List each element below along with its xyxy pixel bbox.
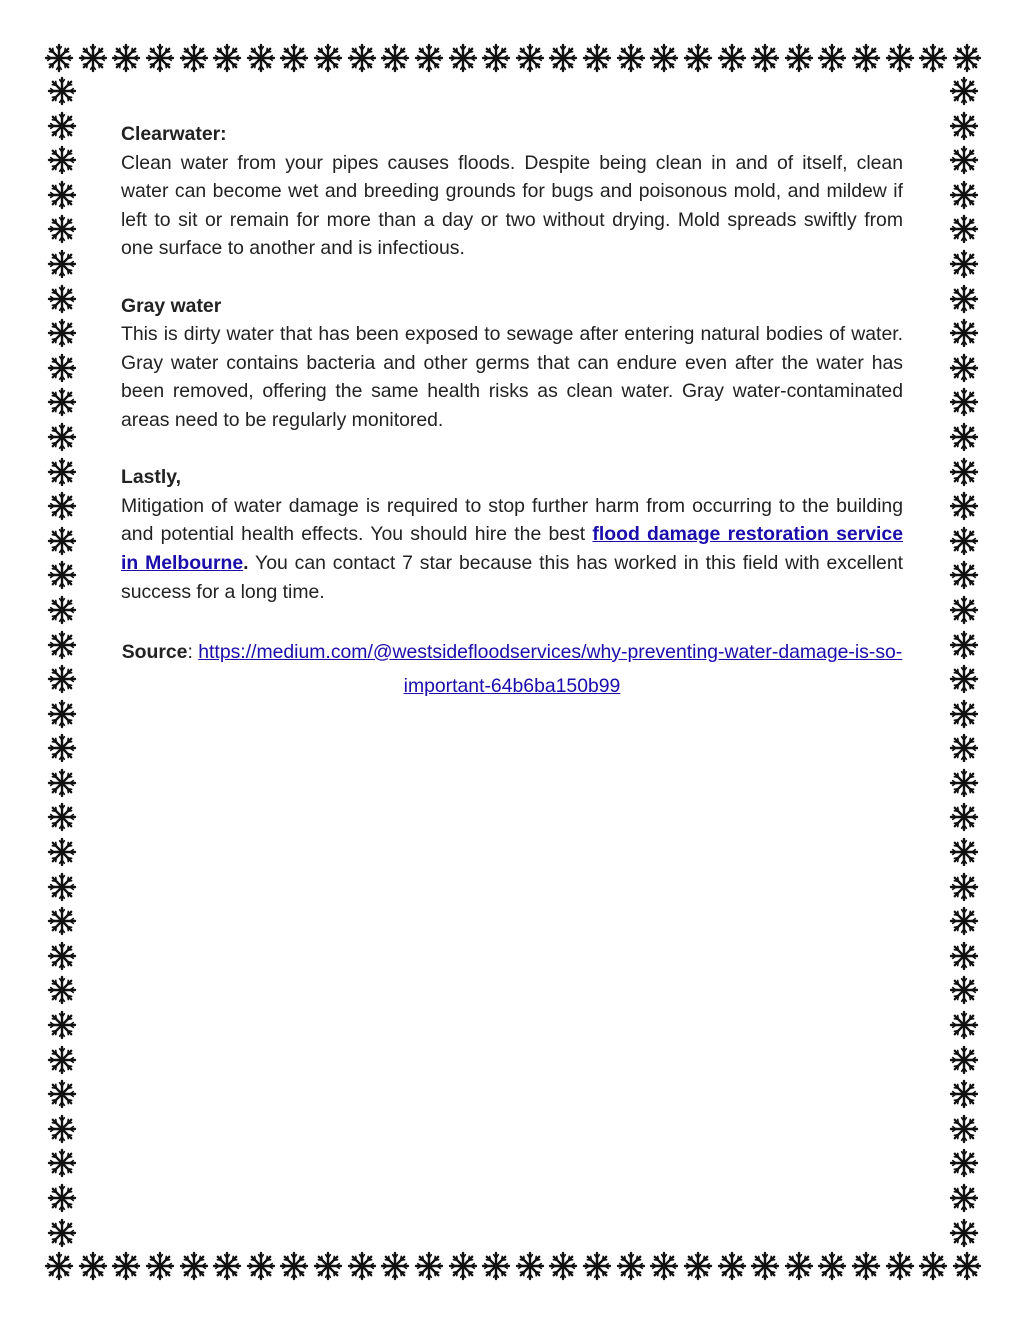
asterisk-flower-icon [949,1045,979,1075]
asterisk-flower-icon [949,318,979,348]
asterisk-flower-icon [47,457,77,487]
asterisk-flower-icon [949,975,979,1005]
asterisk-flower-icon [515,1251,545,1281]
asterisk-flower-icon [47,1218,77,1248]
asterisk-flower-icon [717,1251,747,1281]
asterisk-flower-icon [44,43,74,73]
asterisk-flower-icon [952,1251,982,1281]
section-paragraph: Clean water from your pipes causes floods. Despite being clean in and of itself, clean water can become wet and breeding grounds for bugs and poisonous mold, and mildew if left to sit or remain for more than a day or two without drying. Mold spreads swiftly from one surface to another and is infectious. [121,151,903,260]
asterisk-flower-icon [179,43,209,73]
asterisk-flower-icon [47,768,77,798]
asterisk-flower-icon [47,353,77,383]
asterisk-flower-icon [47,526,77,556]
asterisk-flower-icon [212,1251,242,1281]
asterisk-flower-icon [414,43,444,73]
asterisk-flower-icon [481,1251,511,1281]
paragraph-text-before-link: Mitigation of water damage is required to stop further harm from occurring to the building and potential health effects. You should hire the best [121,494,903,546]
asterisk-flower-icon [47,975,77,1005]
asterisk-flower-icon [616,1251,646,1281]
section-heading: Clearwater: [121,123,227,145]
asterisk-flower-icon [949,284,979,314]
asterisk-flower-icon [47,941,77,971]
asterisk-flower-icon [548,43,578,73]
border-right-column [946,76,982,1248]
asterisk-flower-icon [414,1251,444,1281]
asterisk-flower-icon [949,1148,979,1178]
asterisk-flower-icon [949,249,979,279]
asterisk-flower-icon [949,214,979,244]
asterisk-flower-icon [949,560,979,590]
asterisk-flower-icon [949,733,979,763]
asterisk-flower-icon [949,422,979,452]
asterisk-flower-icon [212,43,242,73]
asterisk-flower-icon [347,1251,377,1281]
asterisk-flower-icon [717,43,747,73]
asterisk-flower-icon [949,526,979,556]
asterisk-flower-icon [47,1148,77,1178]
asterisk-flower-icon [380,43,410,73]
asterisk-flower-icon [47,699,77,729]
asterisk-flower-icon [246,1251,276,1281]
asterisk-flower-icon [145,43,175,73]
asterisk-flower-icon [949,1010,979,1040]
asterisk-flower-icon [949,457,979,487]
flood-damage-restoration-link[interactable]: flood damage restoration service in Melbourne [121,523,903,574]
asterisk-flower-icon [111,1251,141,1281]
asterisk-flower-icon [949,872,979,902]
border-top-row [44,40,982,76]
asterisk-flower-icon [47,145,77,175]
asterisk-flower-icon [515,43,545,73]
asterisk-flower-icon [47,837,77,867]
source-url-link[interactable]: https://medium.com/@westsidefloodservices/why-preventing-water-damage-is-so-important-64b6ba150b99 [198,640,903,697]
asterisk-flower-icon [683,1251,713,1281]
asterisk-flower-icon [47,111,77,141]
asterisk-flower-icon [347,43,377,73]
asterisk-flower-icon [949,76,979,106]
asterisk-flower-icon [313,1251,343,1281]
asterisk-flower-icon [949,1183,979,1213]
asterisk-flower-icon [47,76,77,106]
asterisk-flower-icon [949,353,979,383]
asterisk-flower-icon [949,387,979,417]
paragraph-text-after-link: You can contact 7 star because this has worked in this field with excellent success for a long time. [121,551,904,603]
asterisk-flower-icon [683,43,713,73]
asterisk-flower-icon [949,802,979,832]
asterisk-flower-icon [885,43,915,73]
asterisk-flower-icon [949,1114,979,1144]
asterisk-flower-icon [279,1251,309,1281]
section-paragraph: This is dirty water that has been exposed to sewage after entering natural bodies of water. Gray water contains bacteria and other germs that can endure even after the water has been removed, offering the same health risks as clean water. Gray water-contaminated areas need to be regularly monitored. [121,323,903,431]
asterisk-flower-icon [47,906,77,936]
asterisk-flower-icon [145,1251,175,1281]
asterisk-flower-icon [750,43,780,73]
asterisk-flower-icon [949,699,979,729]
asterisk-flower-icon [582,43,612,73]
asterisk-flower-icon [918,1251,948,1281]
asterisk-flower-icon [380,1251,410,1281]
asterisk-flower-icon [111,43,141,73]
asterisk-flower-icon [47,733,77,763]
asterisk-flower-icon [47,1045,77,1075]
source-label: Source [121,640,188,663]
asterisk-flower-icon [47,180,77,210]
asterisk-flower-icon [616,43,646,73]
asterisk-flower-icon [47,872,77,902]
asterisk-flower-icon [47,802,77,832]
asterisk-flower-icon [949,630,979,660]
document-body [121,120,903,703]
asterisk-flower-icon [949,837,979,867]
section-heading: Gray water [121,294,222,317]
asterisk-flower-icon [47,284,77,314]
source-separator: : [187,640,199,663]
asterisk-flower-icon [47,664,77,694]
asterisk-flower-icon [47,214,77,244]
asterisk-flower-icon [784,43,814,73]
link-trailing-period: . [243,551,249,574]
asterisk-flower-icon [47,387,77,417]
asterisk-flower-icon [949,664,979,694]
asterisk-flower-icon [47,595,77,625]
asterisk-flower-icon [448,1251,478,1281]
asterisk-flower-icon [918,43,948,73]
asterisk-flower-icon [885,1251,915,1281]
asterisk-flower-icon [47,1079,77,1109]
asterisk-flower-icon [78,43,108,73]
asterisk-flower-icon [47,318,77,348]
asterisk-flower-icon [47,630,77,660]
asterisk-flower-icon [47,422,77,452]
section-paragraph [121,492,903,606]
asterisk-flower-icon [279,43,309,73]
asterisk-flower-icon [649,43,679,73]
border-bottom-row [44,1248,982,1284]
asterisk-flower-icon [949,768,979,798]
asterisk-flower-icon [949,180,979,210]
asterisk-flower-icon [548,1251,578,1281]
section-clearwater [121,120,903,263]
asterisk-flower-icon [851,1251,881,1281]
asterisk-flower-icon [949,1218,979,1248]
asterisk-flower-icon [851,43,881,73]
asterisk-flower-icon [582,1251,612,1281]
asterisk-flower-icon [949,906,979,936]
asterisk-flower-icon [949,111,979,141]
asterisk-flower-icon [750,1251,780,1281]
asterisk-flower-icon [949,595,979,625]
asterisk-flower-icon [949,145,979,175]
border-left-column [44,76,80,1248]
asterisk-flower-icon [481,43,511,73]
asterisk-flower-icon [949,491,979,521]
section-lastly [121,463,903,606]
asterisk-flower-icon [179,1251,209,1281]
asterisk-flower-icon [313,43,343,73]
asterisk-flower-icon [949,941,979,971]
source-line [121,635,903,703]
asterisk-flower-icon [47,1183,77,1213]
section-gray-water [121,292,903,435]
asterisk-flower-icon [246,43,276,73]
asterisk-flower-icon [649,1251,679,1281]
asterisk-flower-icon [78,1251,108,1281]
asterisk-flower-icon [784,1251,814,1281]
asterisk-flower-icon [448,43,478,73]
section-heading: Lastly, [121,466,181,489]
asterisk-flower-icon [817,1251,847,1281]
asterisk-flower-icon [817,43,847,73]
asterisk-flower-icon [47,249,77,279]
asterisk-flower-icon [47,560,77,590]
asterisk-flower-icon [949,1079,979,1109]
asterisk-flower-icon [47,1010,77,1040]
asterisk-flower-icon [44,1251,74,1281]
asterisk-flower-icon [47,1114,77,1144]
asterisk-flower-icon [47,491,77,521]
asterisk-flower-icon [952,43,982,73]
